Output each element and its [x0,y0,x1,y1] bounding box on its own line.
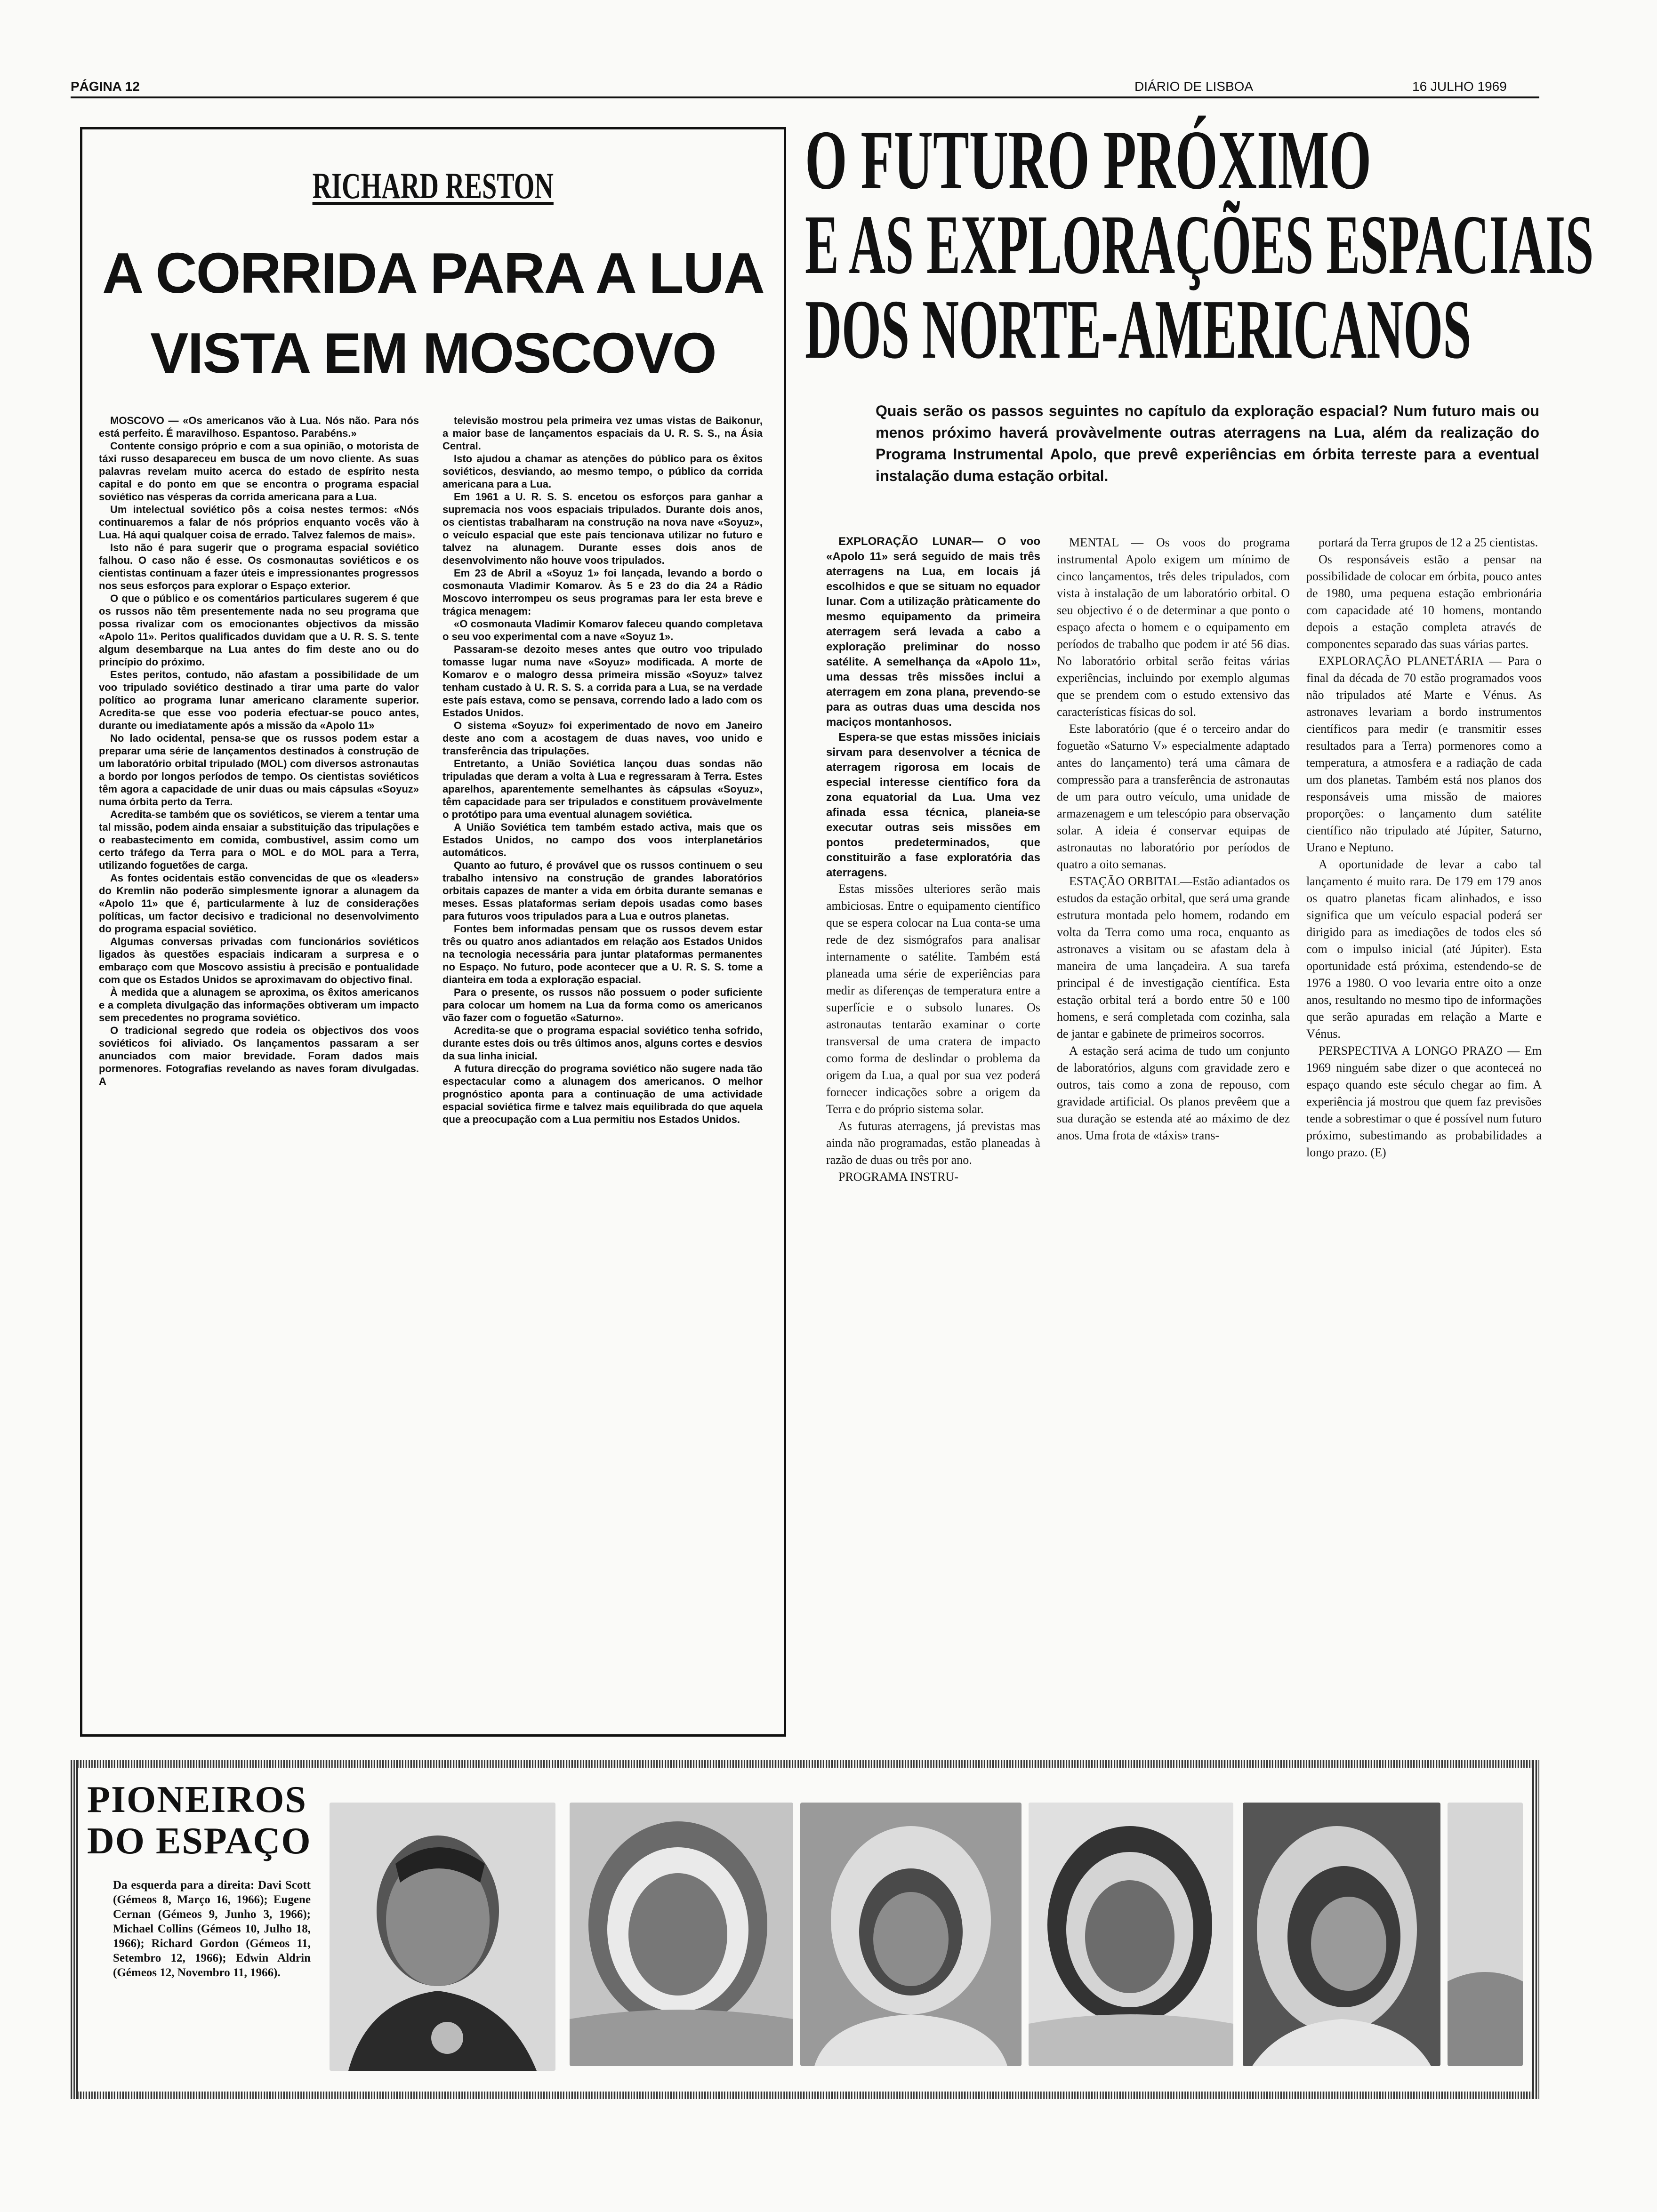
paragraph: À medida que a alunagem se aproxima, os êxitos americanos e a completa divulgação das informações obtiveram um impacto sem precedentes no programa soviético. [99,986,419,1024]
photo-caption: Da esquerda para a direita: Davi Scott (Gémeos 8, Março 16, 1966); Eugene Cernan (Gémeos 9, Junho 3, 1966); Michael Collins (Gémeos 10, Julho 18, 1966); Richard Gordon (Gémeos 11, Setembro 12, 1966); Edwin Aldrin (Gémeos 12, Novembro 11, 1966). [113,1879,311,1979]
newspaper-name: DIÁRIO DE LISBOA [1134,79,1254,94]
paragraph: Fontes bem informadas pensam que os russos devem estar três ou quatro anos adiantados em relação aos Estados Unidos na tecnologia necessária para juntar plataformas permanentes no Espaço. No futuro, pode acontecer que a U. R. S. S. tome a dianteira em toda a exploração espacial. [442,923,763,986]
right-headline-line-3: DOS NORTE-AMERICANOS [805,282,1472,376]
paragraph: As futuras aterragens, já previstas mas ainda não programadas, estão planeadas à razão de duas ou três por ano. [826,1119,1040,1167]
paragraph: Quanto ao futuro, é provável que os russos continuem o seu trabalho intensivo na construção de grandes laboratórios orbitais capazes de manter a vida em órbita durante semanas e meses. Essas plataformas seriam depois usadas como bases para futuros voos tripulados para a Lua e outros planetas. [442,859,763,922]
paragraph: Estes peritos, contudo, não afastam a possibilidade de um voo tripulado soviético destinado a tirar uma parte do valor político ao programa lunar americano claramente superior. Acredita-se que esse voo poderia efectuar-se pouco antes, durante ou imediatamente após a missão da «Apolo 11» [99,669,419,731]
paragraph: Contente consigo próprio e com a sua opinião, o motorista de táxi russo desapareceu em busca de um novo cliente. As suas palavras revelam muito acerca do estado de espírito nesta capital e do ponto em que se encontra o programa espacial soviético nas vésperas da corrida americana para a Lua. [99,440,419,503]
paragraph: Entretanto, a União Soviética lançou duas sondas não tripuladas que deram a volta à Lua e regressaram à Terra. Estes aparelhos, aparentemente semelhantes às cápsulas «Soyuz», têm capacidade para ser tripulados e constituem provàvelmente o protótipo para uma eventual alunagem soviética. [442,758,763,820]
photo-panel-title [87,1779,332,1862]
paragraph: portará da Terra grupos de 12 a 25 cientistas. [1319,536,1538,549]
right-article-col-2 [1057,534,1290,1144]
photo-panel-title-line-1: PIONEIROS [87,1779,307,1820]
paragraph: As fontes ocidentais estão convencidas de que os «leaders» do Kremlin não poderão simplesmente ignorar a alunagem da «Apolo 11» que é, particularmente à luz de considerações políticas, um factor decisivo e tradicional no desenvolvimento do programa espacial soviético. [99,872,419,935]
paragraph: Um intelectual soviético pôs a coisa nestes termos: «Nós continuaremos a falar de nós próprios enquanto vocês vão à Lua. Há aqui qualquer coisa de errado. Talvez falemos de mais». [99,504,419,541]
left-article-col-1 [99,414,419,1088]
page-number: PÁGINA 12 [71,79,140,94]
left-article-col-2 [442,414,763,1126]
paragraph: Em 1961 a U. R. S. S. encetou os esforços para ganhar a supremacia nos voos espaciais tripulados. Durante dois anos, os cientistas trabalharam na construção na nova nave «Soyuz», o veículo espacial que este país tencionava utilizar no futuro e talvez na alunagem. Durante esses dois anos de desenvolvimento não houve voos tripulados. [442,491,763,566]
paragraph: PROGRAMA INSTRU- [838,1170,958,1184]
paragraph: Acredita-se também que os soviéticos, se vierem a tentar uma tal missão, podem ainda ensaiar a substituição das tripulações e o reabastecimento em comida, combustível, assim como um certo tráfego da Terra para o MOL e do MOL para a Terra, utilizando foguetões de carga. [99,809,419,871]
paragraph: ESTAÇÃO ORBITAL—Estão adiantados os estudos da estação orbital, que será uma grande estrutura montada pelo homem, rodando em volta da Terra como uma roca, enquanto as astronaves a visitam ou se afastam dela à maneira de uma lançadeira. A sua tarefa principal é de investigação científica. Esta estação orbital terá a bordo entre 50 e 100 homens, e será completada com cozinha, sala de jantar e gabinete de primeiros socorros. [1057,874,1290,1041]
paragraph: A estação será acima de tudo um conjunto de laboratórios, alguns com gravidade zero e outros, tais como a zona de repouso, com gravidade artificial. Os planos prevêem que a sua duração se estenda até ao máximo de dez anos. Uma frota de «táxis» trans- [1057,1044,1290,1142]
right-headline-line-2: E AS EXPLORAÇÕES ESPACIAIS [805,198,1594,291]
left-headline-line-1: A CORRIDA PARA A LUA [102,241,764,305]
paragraph: MENTAL — Os voos do programa instrumental Apolo exigem um mínimo de cinco lançamentos, três deles tripulados, com vista à instalação de um laboratório orbital. O seu objectivo é o de determinar a que ponto o espaço afecta o homem e o equipamento em períodos de trabalho que podem ir até 56 dias. No laboratório orbital serão feitas várias experiências, incluindo por exemplo algumas que se prendem com o estudo extensivo das características físicas do sol. [1057,536,1290,719]
right-article-lead: Quais serão os passos seguintes no capítulo da exploração espacial? Num futuro mais ou menos próximo haverá provàvelmente outras aterragens na Lua, além da realização do Programa Instrumental Apolo, que prevê experiências em órbita terreste para a eventual instalação duma estação orbital. [876,402,1539,484]
paragraph: PERSPECTIVA A LONGO PRAZO — Em 1969 ninguém sabe dizer o que aconteceá no espaço quando este século chegar ao fim. A experiência já mostrou que quem faz previsões tende a sobrestimar o que é possível num futuro próximo, subestimando as probabilidades a longo prazo. (E) [1306,1044,1542,1159]
astronaut-photo-aldrin [1243,1803,1440,2066]
header-rule [71,96,1539,98]
paragraph: Os responsáveis estão a pensar na possibilidade de colocar em órbita, pouco antes de 1980, uma pequena estação embrionária com capacidade até 10 homens, montando depois a estação completa através de componentes separado das suas várias partes. [1306,553,1542,651]
issue-date: 16 JULHO 1969 [1412,79,1507,94]
right-article-col-3 [1306,534,1542,1161]
paragraph: O sistema «Soyuz» foi experimentado de novo em Janeiro deste ano com a acostagem de duas naves, voo unido e transferência das tripulações. [442,720,763,757]
photo-panel-title-line-2: DO ESPAÇO [87,1820,312,1862]
astronaut-photo-scott [330,1803,555,2071]
paragraph: O tradicional segredo que rodeia os objectivos dos voos soviéticos foi aliviado. Os lançamentos passaram a ser anunciados com maior brevidade. Foram dados mais pormenores. Fotografias revelando as naves foram divulgadas. A [99,1025,419,1087]
paragraph: Passaram-se dezoito meses antes que outro voo tripulado tomasse lugar numa nave «Soyuz» modificada. A morte de Komarov e o malogro dessa primeira missão «Soyuz» talvez tenham custado à U. R. S. S. a corrida para a Lua, se na verdade este país estava, como se pensava, correndo lado a lado com os Estados Unidos. [442,643,763,719]
paragraph: Espera-se que estas missões iniciais sirvam para desenvolver a técnica de aterragem rigorosa em locais de especial interesse científico fora da zona equatorial da Lua. Uma vez afinada essa técnica, planeia-se executar outras seis missões em pontos predeterminados, que constituirão a fase exploratória das aterragens. [826,731,1040,879]
paragraph: Isto ajudou a chamar as atenções do público para os êxitos soviéticos, desviando, ao mesmo tempo, o público da corrida americana para a Lua. [442,453,763,490]
right-headline [805,113,1594,376]
paragraph: EXPLORAÇÃO PLANETÁRIA — Para o final da década de 70 estão programados voos não tripulados até Marte e Vénus. As astronaves levariam a bordo instrumentos científicos para medir (e transmitir esses resultados para a Terra) pormenores como a temperatura, a atmosfera e a radiação de cada um dos planetas. Também está nos planos dos responsáveis uma missão de maiores proporções: o lançamento dum satélite científico não tripulado até Júpiter, Saturno, Urano e Neptuno. [1306,654,1542,854]
astronaut-photo-collins [800,1803,1022,2066]
paragraph: Estas missões ulteriores serão mais ambiciosas. Entre o equipamento científico que se espera colocar na Lua conta-se uma rede de dez sismógrafos para analisar internamente o satélite. Também está planeada uma série de experiências para medir as diferenças de temperatura entre a superfície e o subsolo lunares. Os astronautas tentarão examinar o corte transversal de uma cratera de impacto como forma de deslindar o problema da origem da Lua, a qual por sua vez poderá fornecer indicações sobre a origem da Terra e do próprio sistema solar. [826,882,1040,1116]
paragraph: Para o presente, os russos não possuem o poder suficiente para colocar um homem na Lua da forma como os americanos vão fazer com o foguetão «Saturno». [442,986,763,1024]
paragraph: A oportunidade de levar a cabo tal lançamento é muito rara. De 179 em 179 anos os quatro planetas ficam alinhados, e isso significa que um veículo espacial poderá ser dirigido para as imediações de todos eles só com o impulso inicial (até Júpiter). Esta oportunidade está próxima, estendendo-se de 1976 a 1980. O voo levaria entre oito a onze anos, resultando no mesmo tipo de informações que serão apuradas em relação a Marte e Vénus. [1306,858,1542,1041]
astronaut-photo-strip-end [1448,1803,1523,2066]
paragraph: «O cosmonauta Vladimir Komarov faleceu quando completava o seu voo experimental com a nave «Soyuz 1». [442,618,763,642]
paragraph: No lado ocidental, pensa-se que os russos podem estar a preparar uma série de lançamentos destinados à construção de um laboratório orbital tripulado (MOL) com diversos astronautas a bordo por longos períodos de tempo. Os cientistas soviéticos têm agora a capacidade de unir duas ou mais cápsulas «Soyuz» numa órbita perto da Terra. [99,732,419,808]
paragraph: EXPLORAÇÃO LUNAR— O voo «Apolo 11» será seguido de mais três aterragens na Lua, em locais já escolhidos e que se situam no equador lunar. Com a utilização pràticamente do mesmo equipamento da primeira aterragem será levada a cabo a exploração preliminar do nosso satélite. A semelhança da «Apolo 11», uma dessas três missões inclui a aterragem em zona plana, prevendo-se para as outras duas uma descida nos maciços montanhosos. [826,535,1040,729]
paragraph: A futura direcção do programa soviético não sugere nada tão espectacular como a alunagem dos americanos. O melhor prognóstico aponta para a continuação de uma actividade espacial soviética firme e talvez mais equilibrada do que aquela que a preocupação com a Lua permitiu nos Estados Unidos. [442,1063,763,1125]
right-headline-line-1: O FUTURO PRÓXIMO [805,113,1372,207]
byline: RICHARD RESTON [312,165,554,206]
paragraph: Algumas conversas privadas com funcionários soviéticos ligados às questões espaciais indicaram a surpresa e o embaraço com que Moscovo assistiu à precisão e pontualidade com que os Estados Unidos se aproximavam do objectivo final. [99,936,419,986]
paragraph: O que o público e os comentários particulares sugerem é que os russos não têm presentemente nada no seu programa que possa rivalizar com os emocionantes objectivos da missão «Apolo 11». Peritos qualificados duvidam que a U. R. S. S. tente algum desembarque na Lua antes do fim deste ano ou do princípio do próximo. [99,593,419,668]
astronaut-photo-gordon [1029,1803,1233,2066]
paragraph: Acredita-se que o programa espacial soviético tenha sofrido, durante estes dois ou três últimos anos, alguns cortes e desvios da sua linha inicial. [442,1025,763,1062]
paragraph: MOSCOVO — «Os americanos vão à Lua. Nós não. Para nós está perfeito. É maravilhoso. Espantoso. Parabéns.» [99,415,419,439]
paragraph: A União Soviética tem também estado activa, mais que os Estados Unidos, no campo dos voos interplanetários automáticos. [442,821,763,858]
paragraph: televisão mostrou pela primeira vez umas vistas de Baikonur, a maior base de lançamentos espaciais da U. R. S. S., na Ásia Central. [442,415,763,452]
paragraph: Em 23 de Abril a «Soyuz 1» foi lançada, levando a bordo o cosmonauta Vladimir Komarov. Às 5 e 23 do dia 24 a Rádio Moscovo interrompeu os seus programas para ler esta breve e trágica menagem: [442,567,763,617]
astronaut-photo-cernan [570,1803,793,2066]
paragraph: Isto não é para sugerir que o programa espacial soviético falhou. O caso não é esse. Os cosmonautas soviéticos e os cientistas continuam a fazer úteis e impressionantes progressos nos seus esforços para explorar o Espaço exterior. [99,542,419,592]
left-headline-line-2: VISTA EM MOSCOVO [150,321,716,385]
paragraph: Este laboratório (que é o terceiro andar do foguetão «Saturno V» especialmente adaptado antes do lançamento) terá uma câmara de compressão para a transferência de astronautas de um para outro veículo, uma unidade de armazenagem e um telescópio para observação solar. A ideia é conservar equipas de astronautas no laboratório por períodos de quatro a oito semanas. [1057,722,1290,871]
right-article-col-1 [826,534,1040,1186]
